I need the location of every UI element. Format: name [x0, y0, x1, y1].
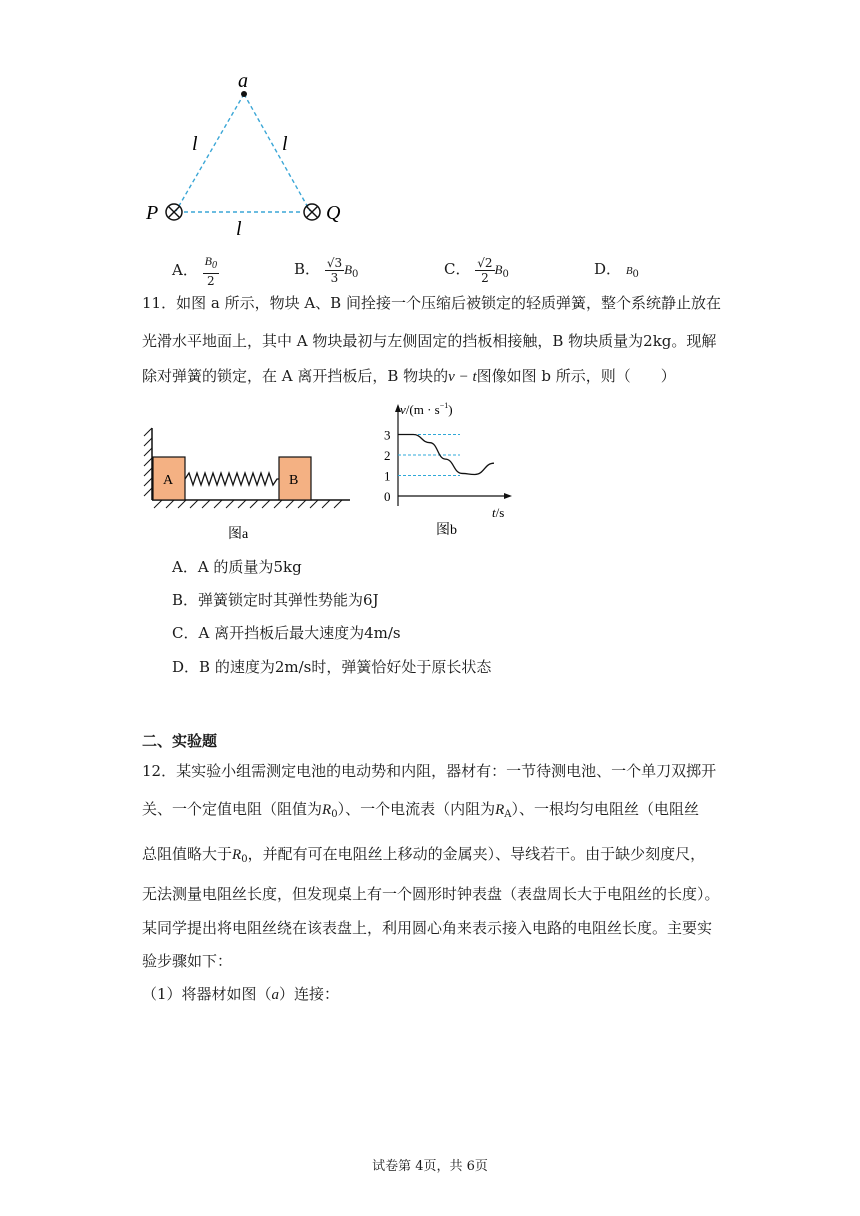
q11-option-d: [172, 656, 491, 678]
figure-a-caption: 图a: [228, 527, 249, 542]
floor-hatching: [154, 500, 342, 508]
symbol-b: B: [494, 262, 503, 277]
y-tick-label: 2: [384, 448, 391, 463]
q12-line-3: [142, 843, 705, 871]
q11-line-2: [142, 330, 716, 352]
point-q-label: Q: [326, 202, 341, 224]
option-text: B．弹簧锁定时其弹性势能为: [172, 591, 364, 609]
option-text: C．A 离开挡板后最大速度为: [172, 624, 365, 642]
side-left-line: [176, 94, 244, 211]
q12-line-4: 无法测量电阻丝长度，但发现桌上有一个圆形时钟表盘（表盘周长大于电阻丝的长度）。: [142, 885, 720, 903]
q12-step-1: [142, 983, 339, 1006]
option-letter: A．: [172, 261, 198, 279]
fraction-denominator: 2: [206, 274, 215, 288]
spring-coil: [185, 473, 279, 485]
fraction-denominator: 3: [330, 270, 339, 285]
text-span: ）、一根均匀电阻丝（电阻丝: [511, 800, 699, 818]
text-span: ）、一个电流表（内阻为: [337, 800, 496, 818]
subscript: 0: [241, 854, 248, 865]
ra-symbol: R: [495, 802, 505, 818]
symbol-b: B: [625, 265, 633, 277]
block-b-label: B: [289, 473, 299, 488]
subscript: 0: [502, 269, 509, 280]
r0-symbol: R: [322, 802, 332, 818]
y-tick-label: 3: [384, 427, 391, 443]
option-letter: C．: [444, 260, 471, 278]
vt-symbol: v − t: [448, 369, 477, 385]
point-p-label: P: [146, 202, 159, 224]
x-axis-label: t/s: [492, 505, 505, 520]
text-span: ，并配有可在电阻丝上移动的金属夹）、导线若干。由于缺少刻度尺，: [247, 845, 706, 863]
symbol-b: B: [344, 262, 353, 277]
option-text: 时，弹簧恰好处于原长状态: [311, 658, 492, 676]
q11-line-1: 11．如图 a 所示，物块 A、B 间拴接一个压缩后被锁定的轻质弹簧，整个系统静止放在: [142, 294, 721, 312]
q10-option-a: [172, 254, 219, 288]
side-bottom-label: l: [236, 218, 242, 240]
text-span: 总阻值略大于: [142, 845, 233, 863]
fraction-denominator: 2: [481, 270, 489, 285]
wall-hatching: [144, 428, 152, 496]
subscript: 0: [331, 809, 338, 820]
option-text: A．A 的质量为: [172, 558, 274, 576]
subscript: 0: [352, 269, 359, 280]
text-span: ）连接：: [279, 985, 340, 1003]
figure-a: [140, 400, 360, 542]
side-left-label: l: [192, 133, 198, 155]
y-axis-label: $v/(m \cdot s^{-1})$: [400, 401, 453, 417]
figure-ref: a: [271, 987, 280, 1003]
q11-line-3: [142, 365, 676, 388]
option-value: 4m/s: [364, 624, 401, 642]
x-axis-arrow-icon: [504, 493, 512, 499]
y-tick-label: 1: [384, 468, 391, 484]
text-span: 关、一个定值电阻（阻值为: [142, 800, 323, 818]
text-span: 除对弹簧的锁定，在 A 离开挡板后，B 物块的: [142, 367, 449, 385]
q11-option-b: [172, 589, 379, 611]
vertex-a-label: a: [238, 72, 248, 92]
current-into-page-icon-q: [304, 204, 320, 220]
fraction-numerator: √2: [477, 255, 493, 270]
q12-line-2: [142, 798, 699, 826]
q10-option-d: [594, 254, 639, 284]
q12-line-5: 某同学提出将电阻丝绕在该表盘上，利用圆心角来表示接入电路的电阻丝长度。主要实: [142, 919, 713, 937]
q12-line-6: 验步骤如下：: [142, 952, 233, 970]
option-letter: D．: [594, 260, 622, 278]
fraction: [325, 256, 344, 285]
section-title: 二、实验题: [142, 732, 218, 750]
option-value: 2m/s: [274, 658, 312, 676]
figure-b-caption: 图b: [436, 523, 457, 538]
option-value: 5kg: [273, 558, 302, 576]
subscript: 0: [632, 269, 639, 280]
side-right-line: [244, 94, 310, 211]
text-span: 。现解: [671, 332, 717, 350]
q12-line-1: 12．某实验小组需测定电池的电动势和内阻，器材有：一节待测电池、一个单刀双掷开: [142, 762, 717, 780]
triangle-figure: [140, 72, 360, 242]
q10-option-c: [444, 254, 509, 284]
fraction-numerator: √3: [326, 255, 343, 270]
y-tick-label: 0: [384, 489, 391, 504]
subscript: 0: [211, 260, 217, 271]
q11-option-c: [172, 622, 401, 644]
side-right-label: l: [282, 133, 288, 155]
text-span: 光滑水平地面上，其中 A 物块最初与左侧固定的挡板相接触，B 物块质量为: [142, 332, 644, 350]
block-a-label: A: [163, 473, 174, 488]
current-into-page-icon-p: [166, 204, 182, 220]
velocity-curve: [398, 435, 494, 475]
option-letter: B．: [294, 260, 321, 278]
q10-option-b: [294, 254, 358, 284]
mass-value: 2kg: [643, 332, 672, 350]
fraction: [475, 256, 494, 285]
q11-option-a: [172, 556, 302, 578]
page-footer: 试卷第 4页，共 6页: [372, 1159, 488, 1174]
option-text: D．B 的速度为: [172, 658, 275, 676]
figure-b-vt-chart: [370, 396, 530, 542]
r0-symbol: R: [232, 847, 242, 863]
text-span: （1）将器材如图（: [142, 985, 272, 1003]
fraction-numerator: B: [204, 254, 212, 268]
text-span: 图像如图 b 所示，则（ ）: [476, 367, 676, 385]
subscript: A: [504, 809, 512, 820]
option-value: 6J: [363, 591, 379, 609]
fraction: [203, 254, 219, 288]
